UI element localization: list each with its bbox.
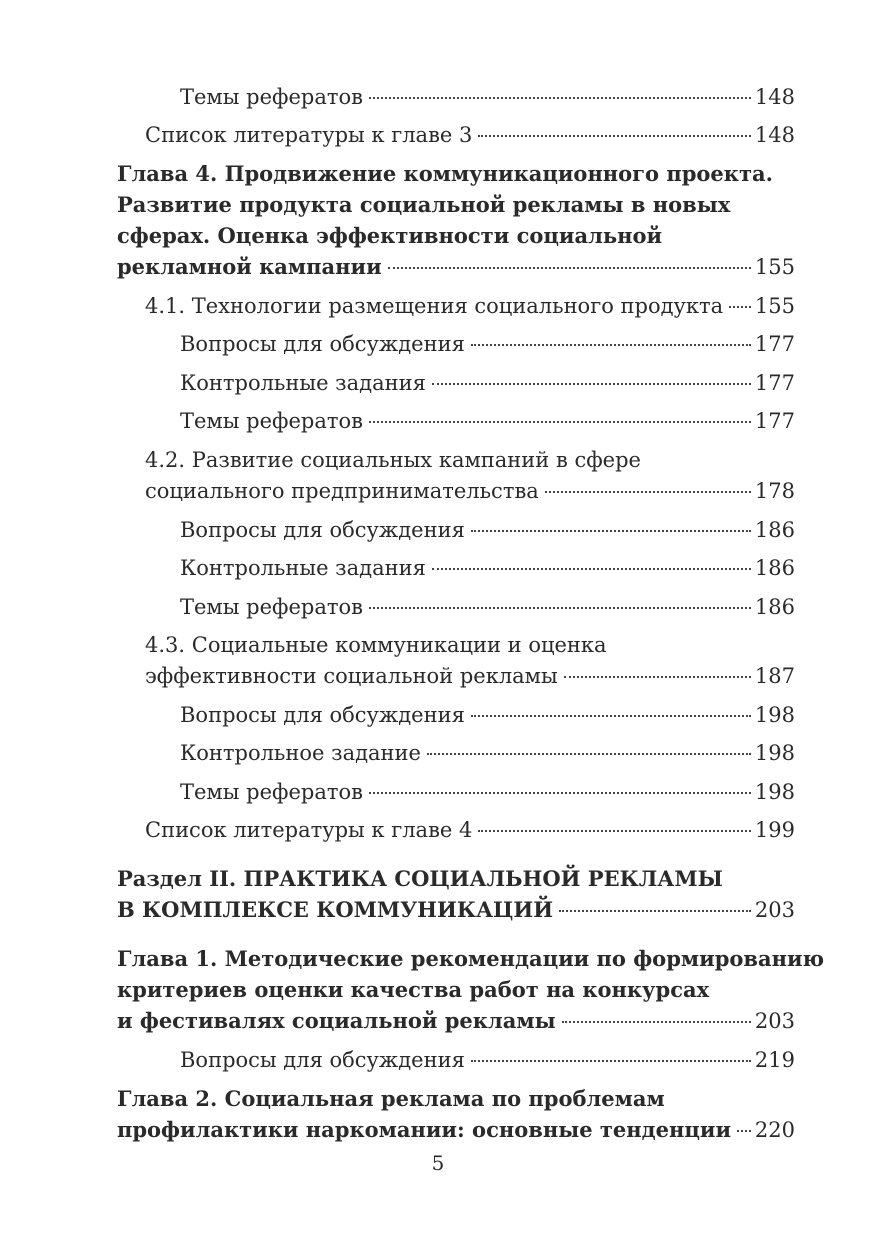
leader-dots xyxy=(562,1021,751,1023)
leader-dots xyxy=(545,491,751,493)
toc-entry[interactable]: Контрольное задание 198 xyxy=(180,741,795,765)
part-2-heading-line1: Раздел II. ПРАКТИКА СОЦИАЛЬНОЙ РЕКЛАМЫ xyxy=(117,866,723,891)
toc-entry[interactable]: эффективности социальной рекламы 187 xyxy=(145,664,795,688)
toc-entry[interactable]: Темы рефератов 148 xyxy=(180,85,795,109)
toc-entry[interactable]: Контрольные задания 186 xyxy=(180,556,795,580)
toc-entry[interactable]: Вопросы для обсуждения 186 xyxy=(180,518,795,542)
page-number: 5 xyxy=(431,1151,445,1175)
leader-dots xyxy=(432,383,751,385)
leader-dots xyxy=(427,753,751,755)
leader-dots xyxy=(471,1060,751,1062)
leader-dots xyxy=(737,1130,751,1132)
toc-entry[interactable]: Темы рефератов 198 xyxy=(180,780,795,804)
toc-entry[interactable]: Темы рефератов 186 xyxy=(180,595,795,619)
leader-dots xyxy=(369,97,751,99)
leader-dots xyxy=(471,344,751,346)
toc-entry[interactable]: Темы рефератов 177 xyxy=(180,409,795,433)
leader-dots xyxy=(369,792,751,794)
leader-dots xyxy=(478,135,751,137)
leader-dots xyxy=(559,910,751,912)
chapter-4-heading-line1: Глава 4. Продвижение коммуникационного проекта. xyxy=(117,161,773,186)
chapter-1-heading-line1: Глава 1. Методические рекомендации по формированию xyxy=(117,946,825,971)
chapter-1-heading-line2: критериев оценки качества работ на конкурсах xyxy=(117,977,710,1002)
leader-dots xyxy=(729,306,751,308)
leader-dots xyxy=(471,715,751,717)
leader-dots xyxy=(369,607,751,609)
leader-dots xyxy=(564,676,751,678)
leader-dots xyxy=(369,421,751,423)
chapter-4-heading-line3: сферах. Оценка эффективности социальной xyxy=(117,223,663,248)
toc-entry[interactable]: В КОМПЛЕКСЕ КОММУНИКАЦИЙ 203 xyxy=(117,897,795,922)
leader-dots xyxy=(388,267,751,269)
toc-entry[interactable]: профилактики наркомании: основные тенденции 220 xyxy=(117,1117,795,1142)
toc-entry[interactable]: социального предпринимательства 178 xyxy=(145,479,795,503)
toc-entry[interactable]: Вопросы для обсуждения 219 xyxy=(180,1048,795,1072)
toc-entry[interactable]: Контрольные задания 177 xyxy=(180,371,795,395)
leader-dots xyxy=(471,530,751,532)
leader-dots xyxy=(432,568,751,570)
toc-entry[interactable]: Вопросы для обсуждения 198 xyxy=(180,703,795,727)
chapter-4-heading-line2: Развитие продукта социальной рекламы в новых xyxy=(117,192,731,217)
toc-entry[interactable]: Вопросы для обсуждения 177 xyxy=(180,332,795,356)
toc-entry[interactable]: рекламной кампании 155 xyxy=(117,254,795,279)
toc-entry[interactable]: Список литературы к главе 4 199 xyxy=(145,818,795,842)
section-4-2-line1: 4.2. Развитие социальных кампаний в сфере xyxy=(145,448,641,472)
section-4-3-line1: 4.3. Социальные коммуникации и оценка xyxy=(145,633,607,657)
chapter-2-heading-line1: Глава 2. Социальная реклама по проблемам xyxy=(117,1086,665,1111)
leader-dots xyxy=(478,830,751,832)
toc-entry[interactable]: 4.1. Технологии размещения социального продукта 155 xyxy=(145,294,795,318)
toc-entry[interactable]: и фестивалях социальной рекламы 203 xyxy=(117,1008,795,1033)
toc-entry[interactable]: Список литературы к главе 3 148 xyxy=(145,123,795,147)
